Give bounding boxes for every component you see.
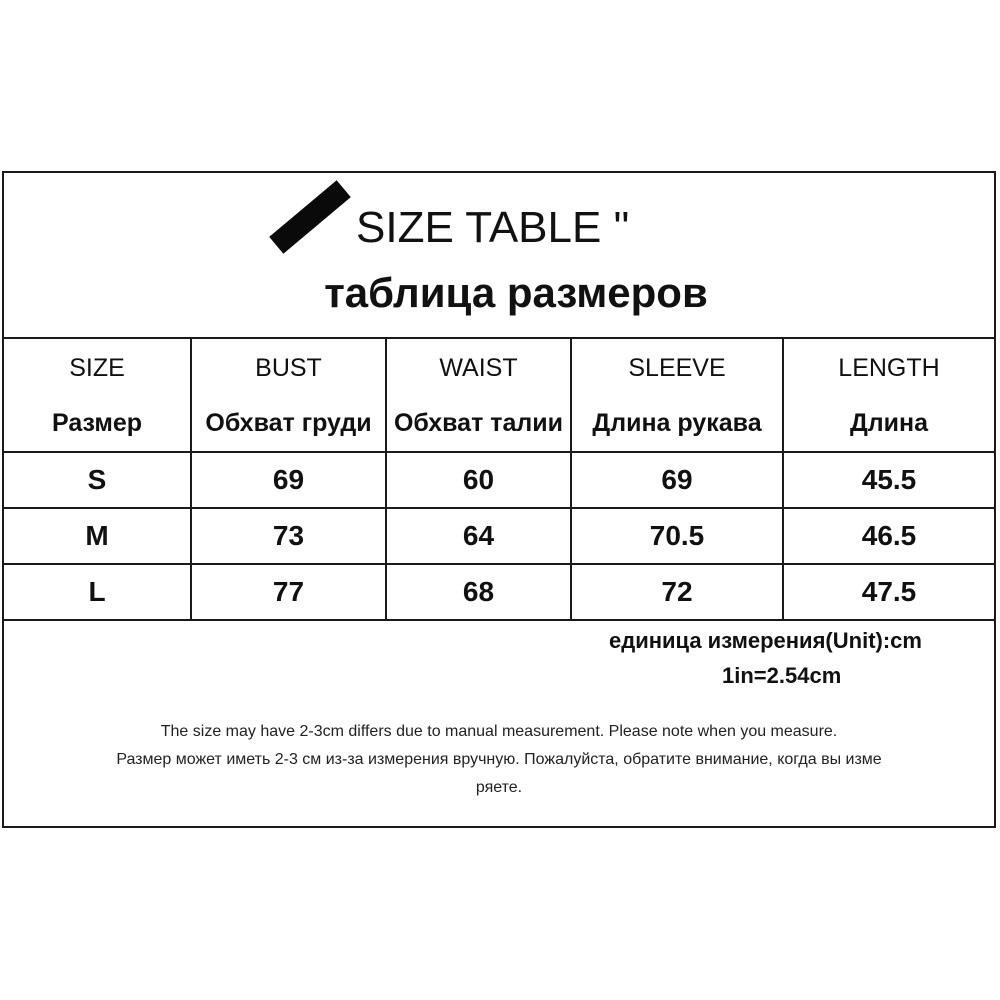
cell-size: L [4,564,191,620]
table-row [4,564,994,620]
header-sleeve [571,339,783,452]
cell-sleeve: 70.5 [571,508,783,564]
header-waist [386,339,571,452]
cell-length: 47.5 [783,564,994,620]
header-length [783,339,994,452]
cell-sleeve: 72 [571,564,783,620]
column-label-en: BUST [255,353,322,382]
cell-bust: 73 [191,508,386,564]
note-russian-line2: ряете. [475,779,523,796]
column-label-ru: Длина [849,408,929,437]
cell-waist: 60 [386,452,571,508]
unit-label: единица измерения(Unit):cm [609,628,922,653]
column-label-en: LENGTH [838,353,940,382]
column-label-ru: Обхват талии [393,408,564,437]
column-label-ru: Длина рукава [592,408,762,437]
note-english: The size may have 2-3cm differs due to manual measurement. Please note when you measure. [160,723,838,740]
unit-conversion: 1in=2.54cm [722,663,842,688]
note-russian-line1: Размер может иметь 2-3 см из-за измерения вручную. Пожалуйста, обратите внимание, когда вы изме [116,751,882,768]
cell-waist: 64 [386,508,571,564]
title-english: SIZE TABLE " [356,203,630,252]
column-label-en: SLEEVE [628,353,726,382]
cell-size: S [4,452,191,508]
title-russian: таблица размеров [324,269,708,316]
size-chart-frame [2,171,996,828]
table-header-row [4,339,994,452]
header-bust [191,339,386,452]
cell-bust: 77 [191,564,386,620]
cell-length: 46.5 [783,508,994,564]
column-label-en: WAIST [439,353,518,382]
table-row [4,508,994,564]
cell-size: M [4,508,191,564]
title-header [4,173,994,339]
size-table [4,339,994,621]
column-label-ru: Размер [51,408,143,437]
cell-length: 45.5 [783,452,994,508]
cell-waist: 68 [386,564,571,620]
header-size [4,339,191,452]
cell-bust: 69 [191,452,386,508]
column-label-en: SIZE [69,353,125,382]
measurement-notes [4,718,994,802]
cell-sleeve: 69 [571,452,783,508]
table-row [4,452,994,508]
slash-decoration-icon [269,180,351,253]
column-label-ru: Обхват груди [205,408,372,437]
